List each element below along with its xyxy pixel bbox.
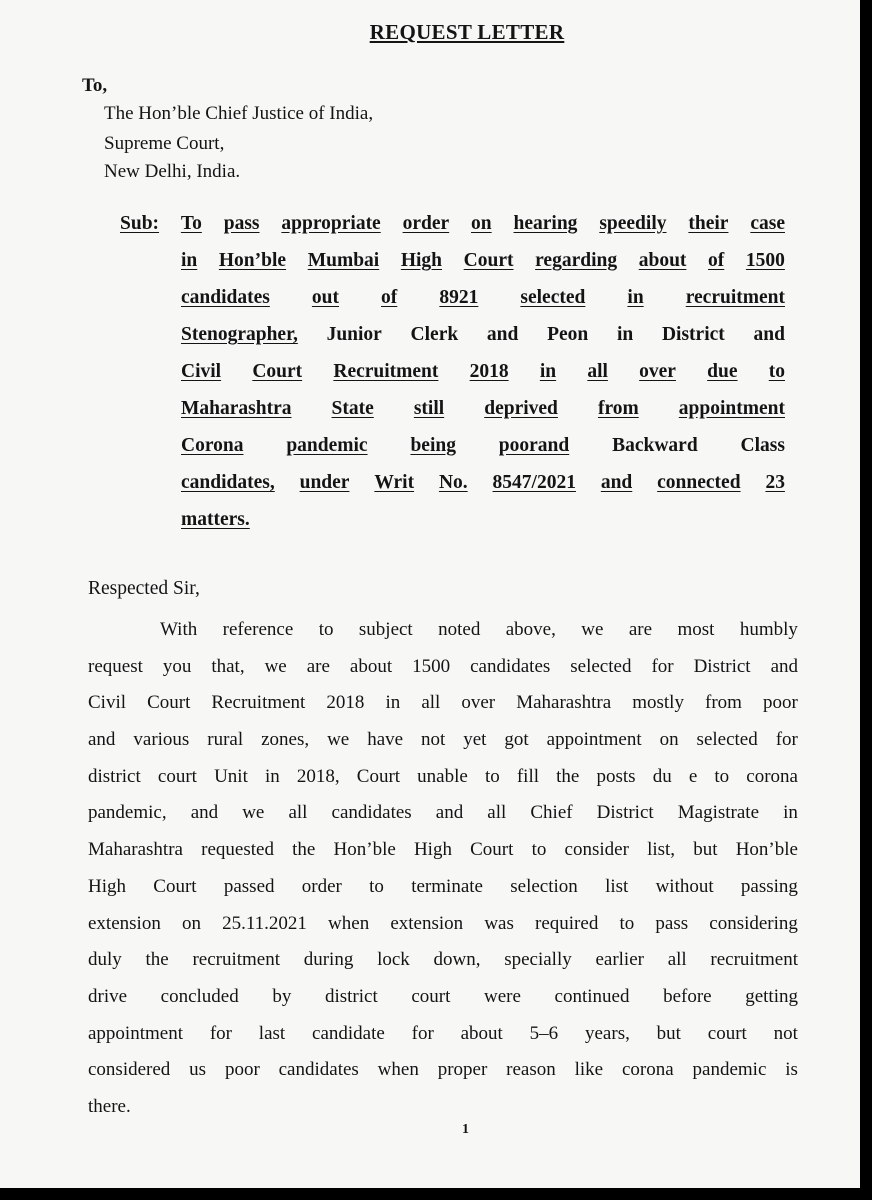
address-line-2: Supreme Court,: [104, 133, 225, 154]
subject-word: being: [410, 435, 456, 456]
subject-word: their: [688, 213, 729, 234]
address-line-3: New Delhi, India.: [104, 161, 241, 182]
subject-word: appointment: [678, 398, 785, 419]
subject-line: [181, 390, 785, 427]
subject-word: to: [768, 361, 785, 382]
subject-word: Stenographer,: [181, 324, 298, 345]
body-line: With reference to subject noted above, we are most humbly: [160, 619, 798, 640]
subject-word: 2018: [469, 361, 509, 382]
subject-word: matters.: [181, 509, 250, 530]
body-line: extension on 25.11.2021 when extension was required to pass considering: [88, 912, 798, 934]
subject-word: still: [413, 398, 445, 419]
subject-word: selected: [520, 287, 586, 308]
subject-word: 23: [765, 472, 785, 493]
body-line: High Court passed order to terminate selection list without passing: [88, 875, 798, 897]
subject-line: [181, 353, 785, 390]
subject-word: hearing: [513, 213, 578, 234]
body-line: appointment for last candidate for about 5–6 years, but court not: [88, 1022, 798, 1044]
subject-word: Backward: [612, 435, 698, 456]
subject-word: No.: [438, 472, 468, 493]
body-line: there.: [88, 1095, 131, 1117]
subject-word: State: [331, 398, 374, 419]
subject-word: in: [181, 250, 198, 271]
subject-word: Civil: [181, 361, 222, 382]
body-line: pandemic, and we all candidates and all Chief District Magistrate in: [88, 802, 798, 824]
subject-word: candidates,: [181, 472, 275, 493]
subject-word: 1500: [745, 250, 785, 271]
subject-word: District: [661, 324, 725, 345]
subject-word: High: [400, 250, 443, 271]
subject-word: Sub:: [120, 213, 160, 234]
subject-word: To: [180, 213, 202, 234]
subject-line: [181, 316, 785, 353]
subject-word: connected: [657, 472, 741, 493]
subject-line: [181, 427, 785, 464]
letter-body: [88, 612, 798, 1126]
address-line-1: The Hon’ble Chief Justice of India,: [104, 103, 374, 124]
body-line: Civil Court Recruitment 2018 in all over Maharashtra mostly from poor: [88, 692, 798, 714]
letter-title: REQUEST LETTER: [369, 20, 565, 44]
body-line: considered us poor candidates when proper reason like corona pandemic is: [88, 1059, 798, 1081]
subject-word: on: [471, 213, 492, 234]
page-number: 1: [462, 1122, 469, 1137]
subject-word: recruitment: [685, 287, 785, 308]
subject-line: [181, 501, 785, 538]
subject-word: about: [638, 250, 687, 271]
subject-word: of: [708, 250, 725, 271]
body-line: drive concluded by district court were continued before getting: [88, 985, 798, 1007]
subject-word: over: [639, 361, 676, 382]
subject-word: pandemic: [286, 435, 368, 456]
subject-line: [120, 205, 785, 242]
subject-word: Court: [252, 361, 303, 382]
subject-word: order: [402, 213, 450, 234]
subject-word: speedily: [599, 213, 667, 234]
subject-word: 8547/2021: [492, 472, 576, 493]
subject-word: case: [750, 213, 785, 234]
subject-word: 8921: [439, 287, 479, 308]
subject-word: of: [381, 287, 398, 308]
subject-word: pass: [223, 213, 260, 234]
subject-word: due: [707, 361, 738, 382]
subject-word: Mumbai: [307, 250, 380, 271]
subject-word: Maharashtra: [181, 398, 292, 419]
subject-word: Corona: [181, 435, 244, 456]
subject-word: all: [587, 361, 608, 382]
subject-word: deprived: [484, 398, 558, 419]
subject-word: in: [627, 287, 644, 308]
subject-word: and: [753, 324, 785, 345]
subject-word: Peon: [547, 324, 589, 345]
body-line: request you that, we are about 1500 candidates selected for District and: [88, 655, 798, 677]
subject-block: [120, 205, 785, 538]
subject-word: regarding: [535, 250, 618, 271]
subject-word: Court: [463, 250, 514, 271]
subject-word: Junior: [326, 324, 382, 345]
body-line: and various rural zones, we have not yet got appointment on selected for: [88, 729, 798, 751]
subject-word: appropriate: [281, 213, 381, 234]
subject-word: in: [616, 324, 634, 345]
greeting: Respected Sir,: [88, 578, 200, 599]
subject-word: and: [600, 472, 633, 493]
subject-word: out: [311, 287, 339, 308]
subject-word: and: [486, 324, 519, 345]
subject-word: under: [299, 472, 350, 493]
subject-word: Writ: [374, 472, 415, 493]
to-label: To,: [82, 75, 108, 96]
subject-word: from: [597, 398, 639, 419]
body-line: district court Unit in 2018, Court unable to fill the posts du e to corona: [88, 765, 798, 787]
subject-word: Hon’ble: [218, 250, 287, 271]
subject-word: in: [539, 361, 557, 382]
body-line: Maharashtra requested the Hon’ble High Court to consider list, but Hon’ble: [88, 839, 798, 861]
subject-line: [181, 242, 785, 279]
subject-line: [181, 279, 785, 316]
subject-word: poorand: [498, 435, 570, 456]
subject-word: Clerk: [410, 324, 459, 345]
subject-word: Recruitment: [333, 361, 439, 382]
subject-line: [181, 464, 785, 501]
subject-word: candidates: [181, 287, 270, 308]
subject-word: Class: [740, 435, 785, 456]
body-line: duly the recruitment during lock down, specially earlier all recruitment: [88, 949, 798, 971]
